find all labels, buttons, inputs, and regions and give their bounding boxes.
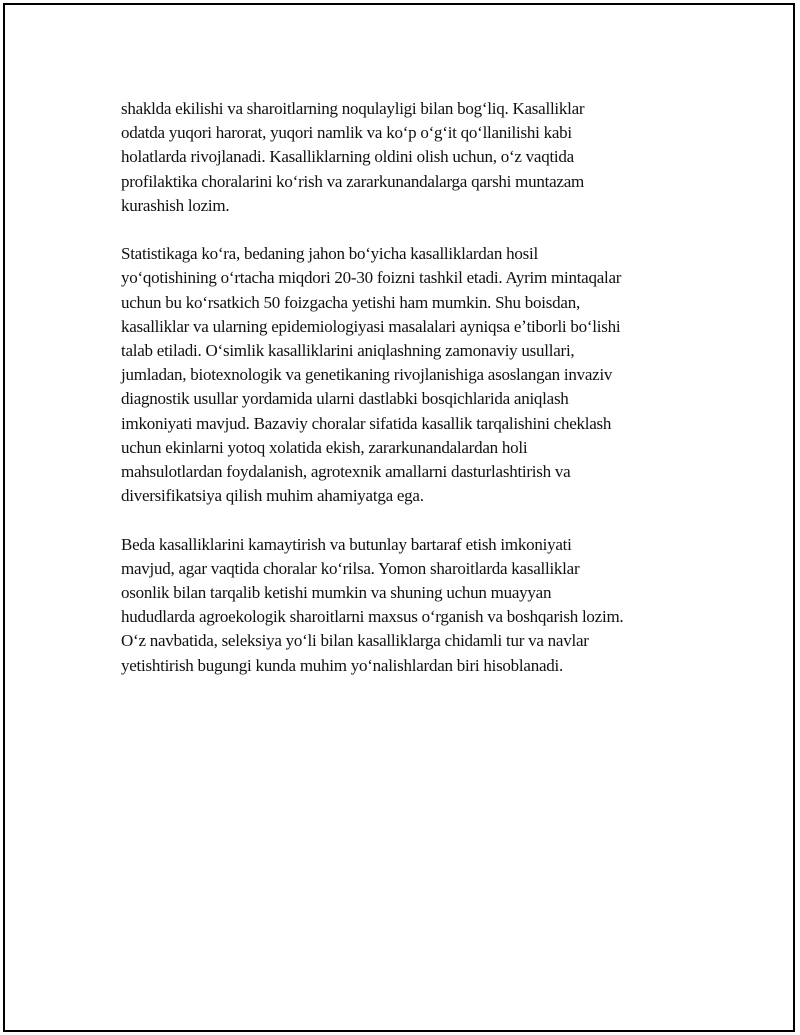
text-line: Oʻz navbatida, seleksiya yoʻli bilan kasalliklarga chidamli tur va navlar bbox=[121, 631, 589, 651]
text-line: diagnostik usullar yordamida ularni dastlabki bosqichlarida aniqlash bbox=[121, 389, 569, 409]
text-line: mahsulotlardan foydalanish, agrotexnik amallarni dasturlashtirish va bbox=[121, 462, 571, 482]
paragraph-2 bbox=[121, 242, 701, 508]
page-frame bbox=[3, 3, 795, 1032]
text-line: mavjud, agar vaqtida choralar koʻrilsa. Yomon sharoitlarda kasalliklar bbox=[121, 558, 580, 578]
text-line: Statistikaga koʻra, bedaning jahon boʻyicha kasalliklardan hosil bbox=[121, 244, 538, 264]
text-line: talab etiladi. Oʻsimlik kasalliklarini aniqlashning zamonaviy usullari, bbox=[121, 341, 575, 361]
text-line: yetishtirish bugungi kunda muhim yoʻnalishlardan biri hisoblanadi. bbox=[121, 655, 563, 675]
text-line: diversifikatsiya qilish muhim ahamiyatga ega. bbox=[121, 486, 424, 506]
paragraph-spacer bbox=[121, 218, 701, 242]
text-line: osonlik bilan tarqalib ketishi mumkin va shuning uchun muayyan bbox=[121, 583, 552, 603]
document-body bbox=[121, 97, 701, 678]
text-line: imkoniyati mavjud. Bazaviy choralar sifatida kasallik tarqalishini cheklash bbox=[121, 413, 612, 433]
paragraph-3 bbox=[121, 533, 701, 678]
text-line: profilaktika choralarini koʻrish va zararkunandalarga qarshi muntazam bbox=[121, 171, 584, 191]
text-line: kurashish lozim. bbox=[121, 195, 230, 215]
text-line: odatda yuqori harorat, yuqori namlik va koʻp oʻgʻit qoʻllanilishi kabi bbox=[121, 123, 572, 143]
text-line: shaklda ekilishi va sharoitlarning noqulayligi bilan bogʻliq. Kasalliklar bbox=[121, 99, 585, 118]
text-line: uchun bu koʻrsatkich 50 foizgacha yetishi ham mumkin. Shu boisdan, bbox=[121, 292, 580, 312]
paragraph-1 bbox=[121, 97, 701, 218]
paragraph-spacer bbox=[121, 508, 701, 532]
text-line: kasalliklar va ularning epidemiologiyasi masalalari ayniqsa eʼtiborli boʻlishi bbox=[121, 316, 621, 336]
text-line: holatlarda rivojlanadi. Kasalliklarning oldini olish uchun, oʻz vaqtida bbox=[121, 147, 574, 167]
text-line: uchun ekinlarni yotoq xolatida ekish, zararkunandalardan holi bbox=[121, 437, 528, 457]
text-line: jumladan, biotexnologik va genetikaning rivojlanishiga asoslangan invaziv bbox=[121, 365, 613, 385]
text-line: yoʻqotishining oʻrtacha miqdori 20-30 foizni tashkil etadi. Ayrim mintaqalar bbox=[121, 268, 622, 288]
text-line: Beda kasalliklarini kamaytirish va butunlay bartaraf etish imkoniyati bbox=[121, 534, 572, 554]
text-line: hududlarda agroekologik sharoitlarni maxsus oʻrganish va boshqarish lozim. bbox=[121, 607, 624, 627]
